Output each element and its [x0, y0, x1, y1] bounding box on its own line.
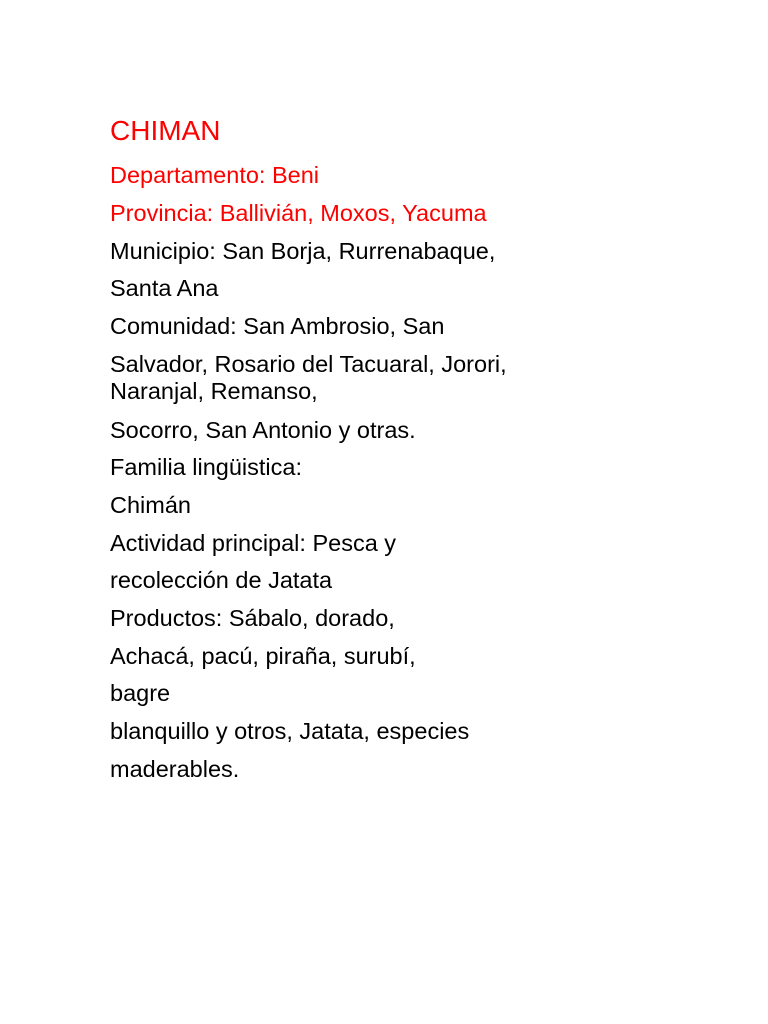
text-line: maderables. [110, 756, 240, 782]
departamento-line: Departamento: Beni [110, 162, 320, 188]
text-line: Chimán [110, 492, 191, 518]
text-line: Salvador, Rosario del Tacuaral, Jorori, [110, 351, 507, 377]
document-title: CHIMAN [110, 115, 221, 146]
provincia-line: Provincia: Ballivián, Moxos, Yacuma [110, 200, 487, 226]
text-line: Naranjal, Remanso, [110, 378, 318, 404]
text-line: Socorro, San Antonio y otras. [110, 417, 416, 443]
text-line: Productos: Sábalo, dorado, [110, 605, 395, 631]
text-line: recolección de Jatata [110, 567, 333, 593]
text-line: Familia lingüistica: [110, 454, 302, 480]
text-line: Actividad principal: Pesca y [110, 530, 397, 556]
text-line: bagre [110, 680, 171, 706]
text-line: Comunidad: San Ambrosio, San [110, 313, 445, 339]
text-line: Santa Ana [110, 275, 219, 301]
text-line: Achacá, pacú, piraña, surubí, [110, 643, 416, 669]
text-line: Municipio: San Borja, Rurrenabaque, [110, 238, 496, 264]
text-line: blanquillo y otros, Jatata, especies [110, 718, 470, 744]
